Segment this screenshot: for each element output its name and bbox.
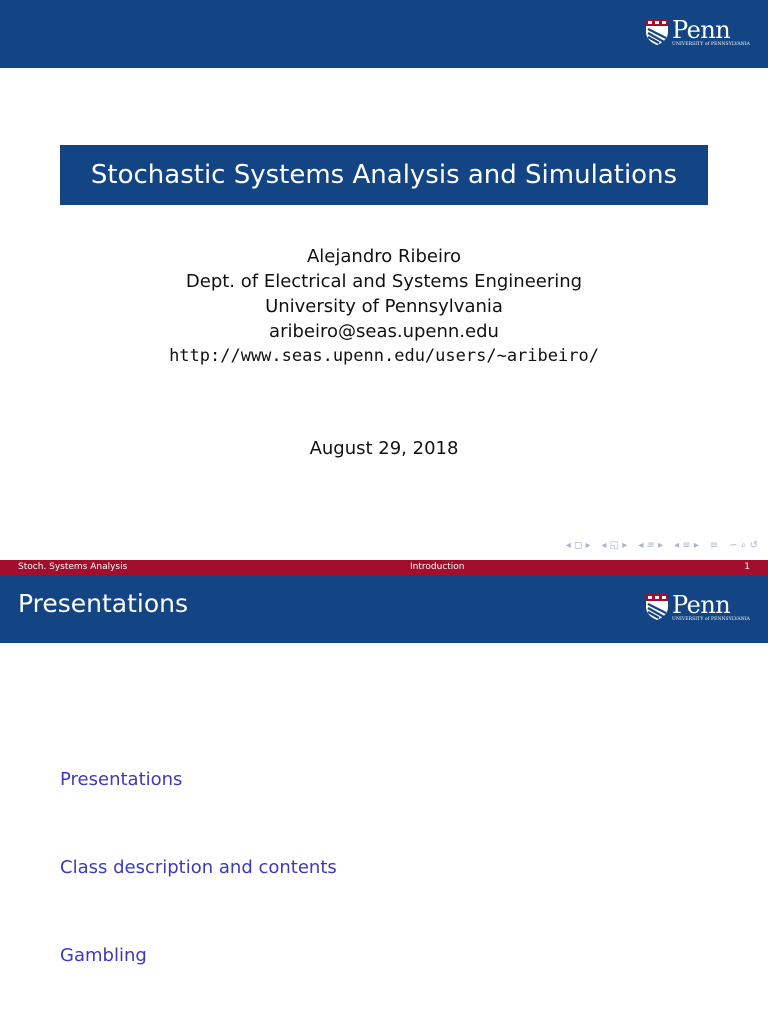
footer-short-title: Stoch. Systems Analysis — [18, 562, 128, 572]
header-bar — [0, 0, 768, 68]
penn-wordmark — [672, 18, 750, 48]
footer-section: Introduction — [410, 562, 465, 572]
presentation-title — [60, 145, 708, 205]
toc-item-gambling[interactable]: Gambling — [60, 945, 147, 966]
nav-subsection-list-icon[interactable]: ◂ ≡ ▸ — [674, 540, 699, 551]
toc-item-class-description[interactable]: Class description and contents — [60, 857, 337, 878]
penn-logo — [645, 18, 750, 48]
author-university: University of Pennsylvania — [265, 296, 503, 317]
author-url: http://www.seas.upenn.edu/users/~aribeiro/ — [169, 346, 599, 366]
slide-footer — [0, 560, 768, 575]
beamer-navigation — [566, 540, 758, 551]
logo-word: Penn — [672, 591, 731, 619]
presentation-date: August 29, 2018 — [309, 438, 459, 459]
nav-toc-icon[interactable]: ≡ — [709, 540, 719, 551]
penn-shield-icon — [645, 18, 669, 46]
nav-search-icon[interactable]: ∽ ⌕ ↺ — [729, 540, 758, 551]
penn-wordmark — [672, 593, 750, 623]
frame-title-bar — [0, 575, 768, 643]
frame-title: Presentations — [18, 589, 189, 618]
logo-subtitle: UNIVERSITY of PENNSYLVANIA — [672, 617, 750, 622]
toc-item-presentations[interactable]: Presentations — [60, 769, 183, 790]
footer-page-number: 1 — [744, 562, 750, 572]
nav-section-icon[interactable]: ◂ ≡ ▸ — [638, 540, 664, 551]
nav-subsection-icon[interactable]: ◂ ◱ ▸ — [601, 540, 628, 551]
author-name: Alejandro Ribeiro — [306, 246, 462, 267]
logo-word: Penn — [672, 16, 731, 44]
penn-shield-icon — [645, 593, 669, 621]
title-text: Stochastic Systems Analysis and Simulations — [90, 160, 678, 190]
nav-frame-icon[interactable]: ◂ ◻ ▸ — [565, 540, 591, 551]
outline-slide — [0, 575, 768, 1024]
penn-logo — [645, 593, 750, 623]
author-block — [0, 244, 768, 369]
author-email: aribeiro@seas.upenn.edu — [269, 321, 499, 342]
logo-subtitle: UNIVERSITY of PENNSYLVANIA — [672, 42, 750, 47]
author-department: Dept. of Electrical and Systems Engineering — [185, 271, 583, 292]
